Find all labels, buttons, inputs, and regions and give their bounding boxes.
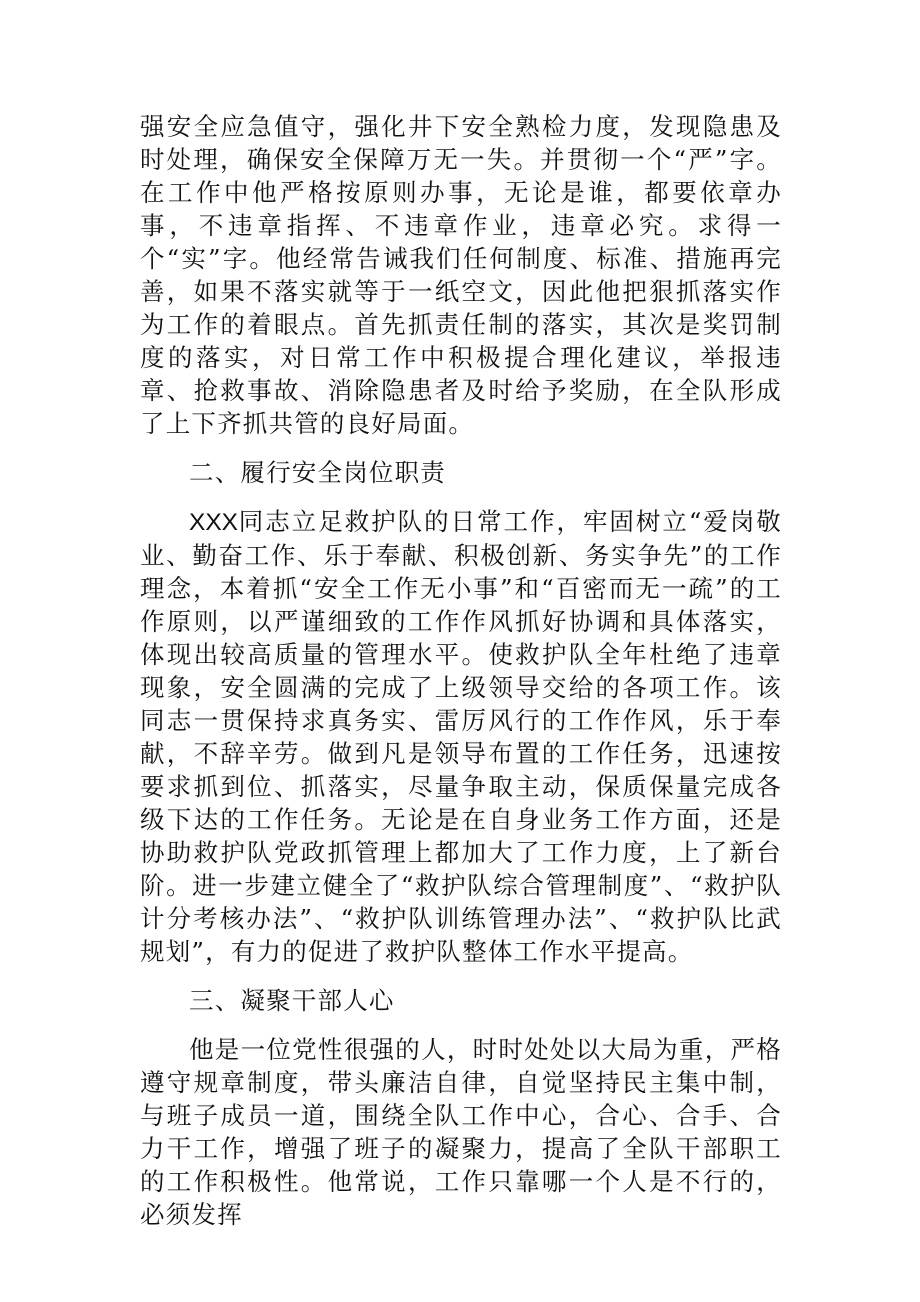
paragraph-job-duties (140, 505, 782, 968)
name-placeholder: XXX (189, 509, 239, 536)
section-heading-3: 三、凝聚干部人心 (189, 986, 395, 1015)
paragraph-cohesion: 他是一位党性很强的人，时时处处以大局为重，严格遵守规章制度，带头廉洁自律，自觉坚持民主集中制，与班子成员一道，围绕全队工作中心，合心、合手、合力干工作，增强了班子的凝聚力，提高了全队干部职工的工作积极性。他常说，工作只靠哪一个人是不行的，必须发挥 (140, 1035, 782, 1229)
document-body (140, 110, 782, 1231)
section-heading-2: 二、履行安全岗位职责 (189, 458, 446, 487)
paragraph-job-duties-text: 同志立足救护队的日常工作，牢固树立“爱岗敬业、勤奋工作、乐于奉献、积极创新、务实争先”的工作理念，本着抓“安全工作无小事”和“百密而无一疏”的工作原则，以严谨细致的工作作风抓好协调和具体落实，体现出较高质量的管理水平。使救护队全年杜绝了违章现象，安全圆满的完成了上级领导交给的各项工作。该同志一贯保持求真务实、雷厉风行的工作作风，乐于奉献，不辞辛劳。做到凡是领导布置的工作任务，迅速按要求抓到位、抓落实，尽量争取主动，保质保量完成各级下达的工作任务。无论是在自身业务工作方面，还是协助救护队党政抓管理上都加大了工作力度，上了新台阶。进一步建立健全了“救护队综合管理制度”、“救护队计分考核办法”、“救护队训练管理办法”、“救护队比武规划”，有力的促进了救护队整体工作水平提高。 (140, 507, 782, 966)
paragraph-safety-measures: 强安全应急值守，强化井下安全熟检力度，发现隐患及时处理，确保安全保障万无一失。并贯彻一个“严”字。在工作中他严格按原则办事，无论是谁，都要依章办事，不违章指挥、不违章作业，违章必究。求得一个“实”字。他经常告诫我们任何制度、标准、措施再完善，如果不落实就等于一纸空文，因此他把狠抓落实作为工作的着眼点。首先抓责任制的落实，其次是奖罚制度的落实，对日常工作中积极提合理化建议，举报违章、抢救事故、消除隐患者及时给予奖励，在全队形成了上下齐抓共管的良好局面。 (140, 112, 782, 438)
